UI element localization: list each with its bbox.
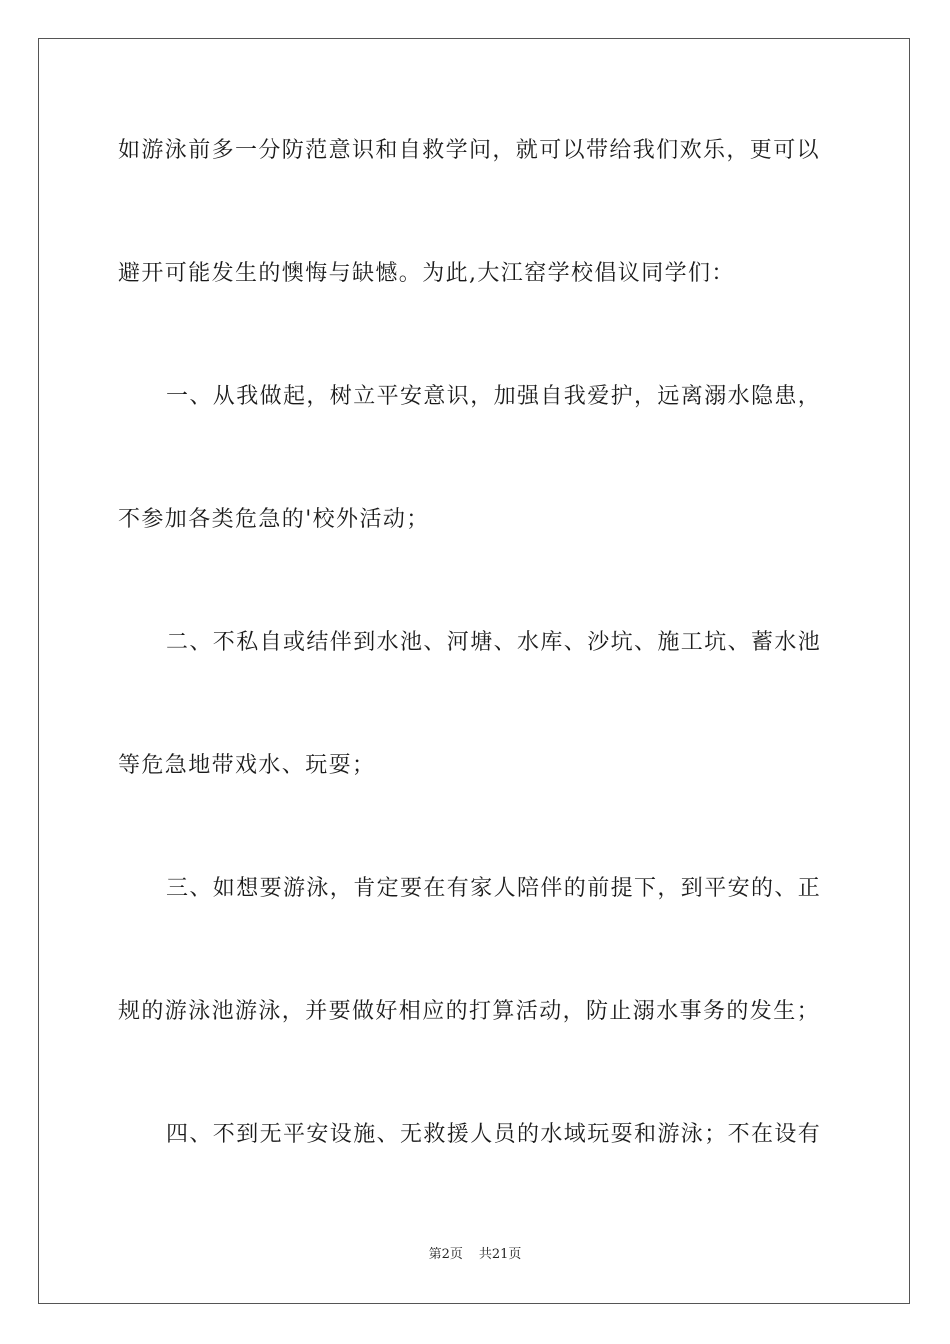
page-frame (38, 38, 910, 1304)
page-total: 共21页 (478, 1247, 522, 1262)
paragraph-line-4: 不参加各类危急的'校外活动； (118, 507, 430, 532)
paragraph-line-9: 四、不到无平安设施、无救援人员的水域玩耍和游泳；不在设有 (166, 1122, 822, 1147)
page-number: 第2页 (428, 1247, 463, 1262)
paragraph-line-7: 三、如想要游泳，肯定要在有家人陪伴的前提下，到平安的、正 (166, 876, 822, 901)
paragraph-line-2: 避开可能发生的懊悔与缺憾。为此,大江窑学校倡议同学们： (118, 261, 735, 286)
paragraph-line-6: 等危急地带戏水、玩耍； (118, 753, 376, 778)
paragraph-line-5: 二、不私自或结伴到水池、河塘、水库、沙坑、施工坑、蓄水池 (166, 630, 822, 655)
page-footer (0, 1247, 950, 1263)
paragraph-line-8: 规的游泳池游泳，并要做好相应的打算活动，防止溺水事务的发生； (118, 999, 821, 1024)
paragraph-line-3: 一、从我做起，树立平安意识，加强自我爱护，远离溺水隐患， (166, 384, 822, 409)
paragraph-line-1: 如游泳前多一分防范意识和自救学问，就可以带给我们欢乐，更可以 (118, 138, 821, 163)
